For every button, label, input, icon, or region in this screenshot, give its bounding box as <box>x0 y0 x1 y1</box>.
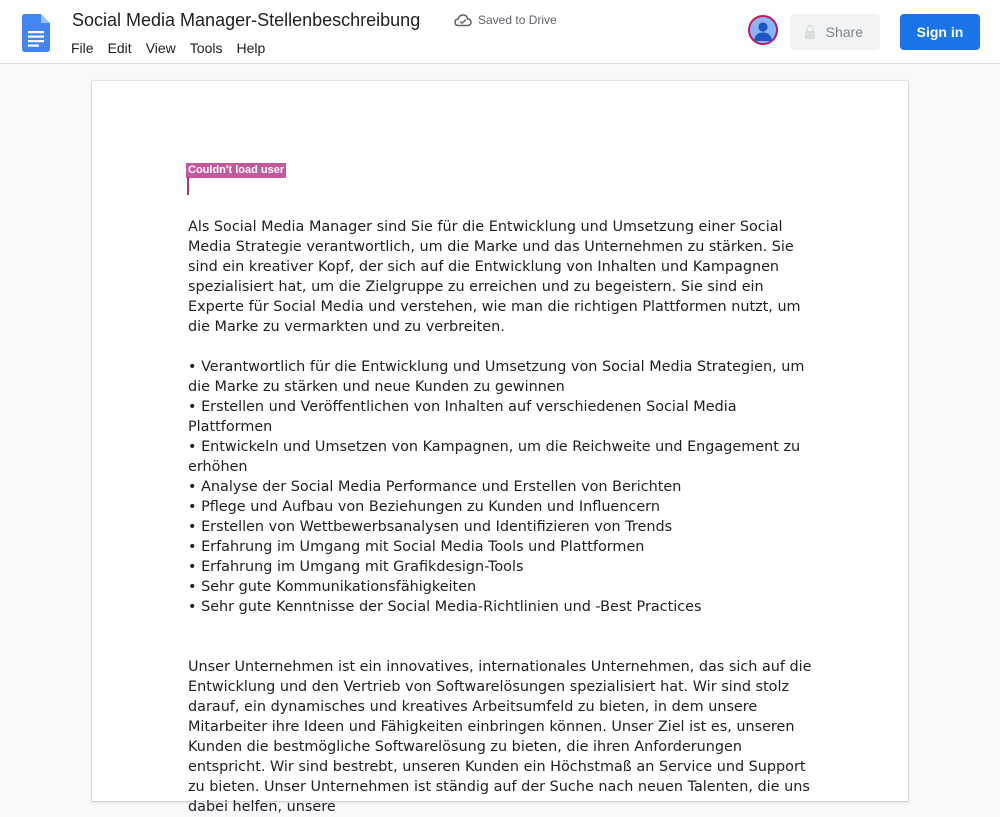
share-label: Share <box>825 24 863 40</box>
company-paragraph: Unser Unternehmen ist ein innovatives, internationales Unternehmen, das sich auf die Entwicklung und den Vertrieb von Softwarelösungen spezialisiert hat. Wir sind stolz darauf, ein dynamisches und kreatives Arbeitsumfeld zu bieten, in dem unsere Mitarbeiter ihre Ideen und Fähigkeiten einbringen können. Unser Ziel ist es, unseren Kunden die bestmögliche Softwarelösung zu bieten, die ihren Anforderungen entspricht. Wir sind bestrebt, unseren Kunden ein Höchstmaß an Service und Support zu bieten. Unser Unternehmen ist ständig auf der Suche nach neuen Talenten, die uns dabei helfen, unsere <box>188 659 812 815</box>
blank-line <box>188 617 818 657</box>
google-docs-icon[interactable] <box>22 14 50 52</box>
sign-in-button[interactable]: Sign in <box>900 14 980 50</box>
list-item: • Entwickeln und Umsetzen von Kampagnen, um die Reichweite und Engagement zu erhöhen <box>188 439 801 475</box>
list-item: • Erstellen und Veröffentlichen von Inhalten auf verschiedenen Social Media Plattformen <box>188 399 737 435</box>
menu-edit[interactable]: Edit <box>107 40 132 56</box>
list-item: • Sehr gute Kenntnisse der Social Media-Richtlinien und -Best Practices <box>188 599 702 615</box>
list-item: • Verantwortlich für die Entwicklung und Umsetzung von Social Media Strategien, um die Marke zu stärken und neue Kunden zu gewinnen <box>188 359 805 395</box>
menu-file[interactable]: File <box>71 40 94 56</box>
save-status <box>454 13 557 27</box>
save-status-label: Saved to Drive <box>478 13 557 27</box>
collaborator-cursor <box>187 177 189 195</box>
collaborator-cursor-label: Couldn't load user <box>188 164 285 176</box>
list-item: • Erstellen von Wettbewerbsanalysen und Identifizieren von Trends <box>188 519 673 535</box>
person-icon <box>750 17 776 43</box>
intro-paragraph: Als Social Media Manager sind Sie für die Entwicklung und Umsetzung einer Social Media Strategie verantwortlich, um die Marke und das Unternehmen zu stärken. Sie sind ein kreativer Kopf, der sich auf die Entwicklung von Inhalten und Kampagnen spezialisiert hat, um die Zielgruppe zu erreichen und zu begeistern. Sie sind ein Experte für Social Media und verstehen, wie man die richtigen Plattformen nutzt, um die Marke zu vermarkten und zu verbreiten. <box>188 219 801 335</box>
menu-tools[interactable]: Tools <box>189 40 223 56</box>
blank-line <box>188 337 818 357</box>
document-title[interactable]: Social Media Manager-Stellenbeschreibung <box>72 10 421 30</box>
menu-help[interactable]: Help <box>236 40 266 56</box>
document-page[interactable] <box>92 81 908 815</box>
share-button[interactable] <box>790 14 880 50</box>
menu-view[interactable]: View <box>145 40 176 56</box>
list-item: • Erfahrung im Umgang mit Social Media Tools und Plattformen <box>188 539 645 555</box>
account-avatar-icon[interactable] <box>748 15 778 45</box>
menu-bar <box>64 38 272 58</box>
list-item: • Pflege und Aufbau von Beziehungen zu Kunden und Influencern <box>188 499 660 515</box>
app-header <box>0 0 1000 64</box>
lock-icon <box>804 25 816 39</box>
document-body[interactable] <box>188 217 818 817</box>
cloud-check-icon <box>454 13 472 27</box>
list-item: • Sehr gute Kommunikationsfähigkeiten <box>188 579 477 595</box>
list-item: • Analyse der Social Media Performance und Erstellen von Berichten <box>188 479 682 495</box>
list-item: • Erfahrung im Umgang mit Grafikdesign-Tools <box>188 559 524 575</box>
